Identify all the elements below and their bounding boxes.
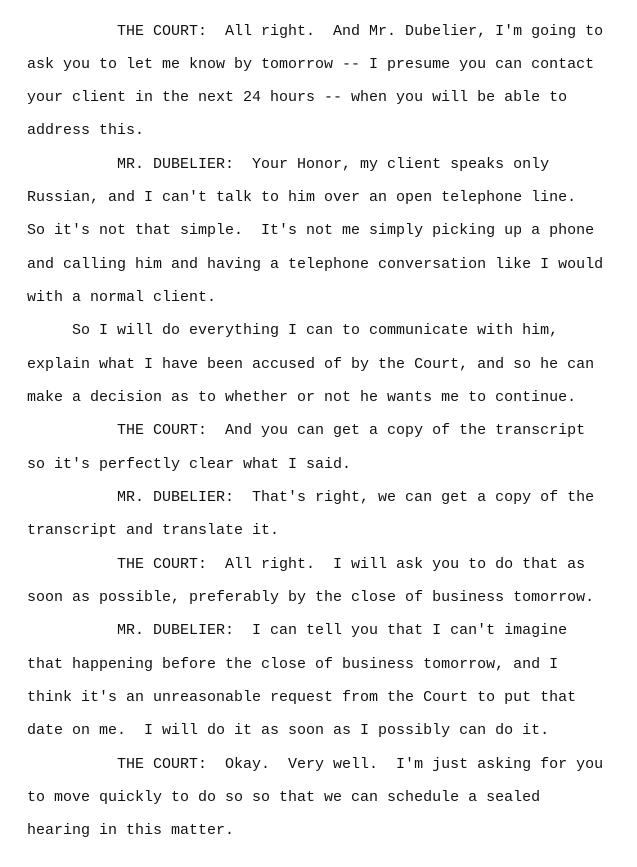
- transcript-line: explain what I have been accused of by the Court, and so he can: [27, 356, 595, 373]
- transcript-line: transcript and translate it.: [27, 522, 280, 539]
- transcript-line: MR. DUBELIER: That's right, we can get a copy of the: [27, 489, 595, 506]
- transcript-line: address this.: [27, 122, 145, 139]
- transcript-line: make a decision as to whether or not he wants me to continue.: [27, 389, 577, 406]
- transcript-line: and calling him and having a telephone conversation like I would: [27, 256, 604, 273]
- transcript-line: MR. DUBELIER: I can tell you that I can't imagine: [27, 622, 568, 639]
- transcript-line: date on me. I will do it as soon as I possibly can do it.: [27, 722, 550, 739]
- transcript-line: to move quickly to do so so that we can schedule a sealed: [27, 789, 541, 806]
- transcript-line: MR. DUBELIER: Your Honor, my client speaks only: [27, 156, 550, 173]
- transcript-line: THE COURT: Okay. Very well. I'm just asking for you: [27, 756, 604, 773]
- transcript-line: ask you to let me know by tomorrow -- I presume you can contact: [27, 56, 595, 73]
- transcript-line: So I will do everything I can to communicate with him,: [27, 322, 559, 339]
- transcript-line: with a normal client.: [27, 289, 217, 306]
- transcript-line: THE COURT: All right. I will ask you to do that as: [27, 556, 586, 573]
- transcript-line: THE COURT: And you can get a copy of the transcript: [27, 422, 586, 439]
- transcript-line: So it's not that simple. It's not me simply picking up a phone: [27, 222, 595, 239]
- transcript-line: soon as possible, preferably by the close of business tomorrow.: [27, 589, 595, 606]
- transcript-line: hearing in this matter.: [27, 822, 235, 839]
- transcript-line: think it's an unreasonable request from the Court to put that: [27, 689, 577, 706]
- transcript-line: THE COURT: All right. And Mr. Dubelier, I'm going to: [27, 23, 604, 40]
- transcript-line: Russian, and I can't talk to him over an open telephone line.: [27, 189, 577, 206]
- transcript-line: so it's perfectly clear what I said.: [27, 456, 352, 473]
- transcript-line: that happening before the close of business tomorrow, and I: [27, 656, 559, 673]
- transcript-line: your client in the next 24 hours -- when you will be able to: [27, 89, 568, 106]
